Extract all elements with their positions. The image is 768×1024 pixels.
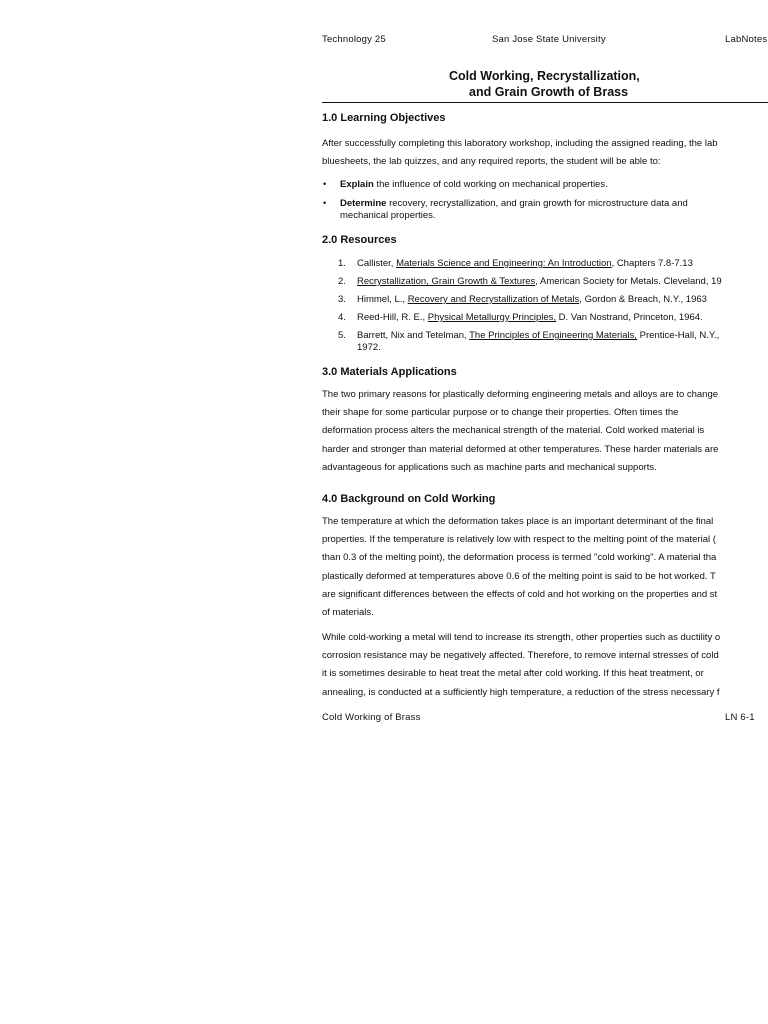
resource-author: Callister, [357,258,397,269]
resource-publisher: Prentice-Hall, N.Y., [637,330,720,341]
paragraph-line: deformation process alters the mechanical strength of the material. Cold worked material is [322,425,705,437]
resource-author: Barrett, Nix and Tetelman, [357,330,470,341]
objective-rest: recovery, recrystallization, and grain growth for microstructure data and [386,198,688,209]
resource-number: 3. [338,294,346,305]
paragraph-line: than 0.3 of the melting point), the deformation process is termed "cold working". A material tha [322,552,717,564]
paragraph-line: advantageous for applications such as machine parts and mechanical supports. [322,461,657,473]
resource-number: 1. [338,258,346,269]
paragraph-line: properties. If the temperature is relatively low with respect to the melting point of the material ( [322,534,716,546]
background-heading: 4.0 Background on Cold Working [322,493,496,505]
resource-text [357,294,707,306]
header-series: LabNotes [725,34,768,45]
paragraph-line: corrosion resistance may be negatively affected. Therefore, to remove internal stresses of cold [322,650,719,662]
paragraph-line: their shape for some particular purpose or to change their properties. Often times the [322,407,679,419]
resource-number: 4. [338,312,346,323]
objective-rest: the influence of cold working on mechanical properties. [373,179,608,190]
bullet-icon: • [323,198,327,209]
title-line-1: Cold Working, Recrystallization, [449,69,640,83]
title-line-2: and Grain Growth of Brass [469,85,629,99]
resource-title: The Principles of Engineering Materials, [469,330,638,341]
paragraph-line: it is sometimes desirable to heat treat the metal after cold working. If this heat treatment, or [322,668,704,680]
paragraph-line: plastically deformed at temperatures above 0.6 of the melting point is said to be hot worked. T [322,570,716,582]
paragraph-line: are significant differences between the effects of cold and hot working on the properties and st [322,588,718,600]
applications-paragraph [322,386,768,477]
paragraph-line: The two primary reasons for plastically deforming engineering metals and alloys are to change [322,389,719,400]
applications-heading: 3.0 Materials Applications [322,366,457,378]
footer-page-number: LN 6-1 [725,712,755,723]
header-course: Technology 25 [322,34,386,45]
objectives-intro [322,135,768,171]
paragraph-line: harder and stronger than material deformed at other temperatures. These harder materials are [322,443,719,455]
objectives-intro-line: After successfully completing this laboratory workshop, including the assigned reading, the lab [322,138,718,149]
resource-publisher: , Chapters 7.8-7.13 [611,258,693,269]
resource-title: Physical Metallurgy Principles, [427,312,557,323]
resource-publisher: D. Van Nostrand, Princeton, 1964. [556,312,703,323]
resource-title: Recrystallization, Grain Growth & Textures [357,276,536,287]
resource-text [357,258,693,270]
page-header [322,34,768,48]
paragraph-line: annealing, is conducted at a sufficiently high temperature, a reduction of the stress necessary f [322,686,720,698]
header-university: San Jose State University [492,34,606,45]
background-paragraph-1 [322,513,768,622]
bullet-icon: • [323,179,327,190]
resource-text [357,330,719,354]
objective-text [340,179,768,191]
objective-verb: Explain [340,179,374,190]
resource-text [357,276,722,288]
background-paragraph-2 [322,629,768,702]
title-divider [322,102,768,103]
resource-author: Reed-Hill, R. E., [357,312,428,323]
paragraph-line: The temperature at which the deformation takes place is an important determinant of the final [322,516,714,527]
resource-publisher: , Gordon & Breach, N.Y., 1963 [579,294,707,305]
objectives-intro-line: bluesheets, the lab quizzes, and any required reports, the student will be able to: [322,156,661,168]
objective-text [340,198,768,222]
resource-year: 1972. [357,342,381,353]
resource-title: Recovery and Recrystallization of Metals [407,294,580,305]
resource-number: 2. [338,276,346,287]
paragraph-line: of materials. [322,607,374,619]
objectives-heading: 1.0 Learning Objectives [322,112,446,124]
resource-number: 5. [338,330,346,341]
paragraph-line: While cold-working a metal will tend to increase its strength, other properties such as ductility o [322,632,721,643]
resource-title: Materials Science and Engineering: An Introduction [396,258,612,269]
footer-title: Cold Working of Brass [322,712,421,723]
resource-publisher: , American Society for Metals. Cleveland, 19 [535,276,722,287]
resource-text [357,312,703,324]
objective-verb: Determine [340,198,387,209]
resources-heading: 2.0 Resources [322,234,397,246]
resource-author: Himmel, L., [357,294,408,305]
objective-rest-cont: mechanical properties. [340,210,436,221]
